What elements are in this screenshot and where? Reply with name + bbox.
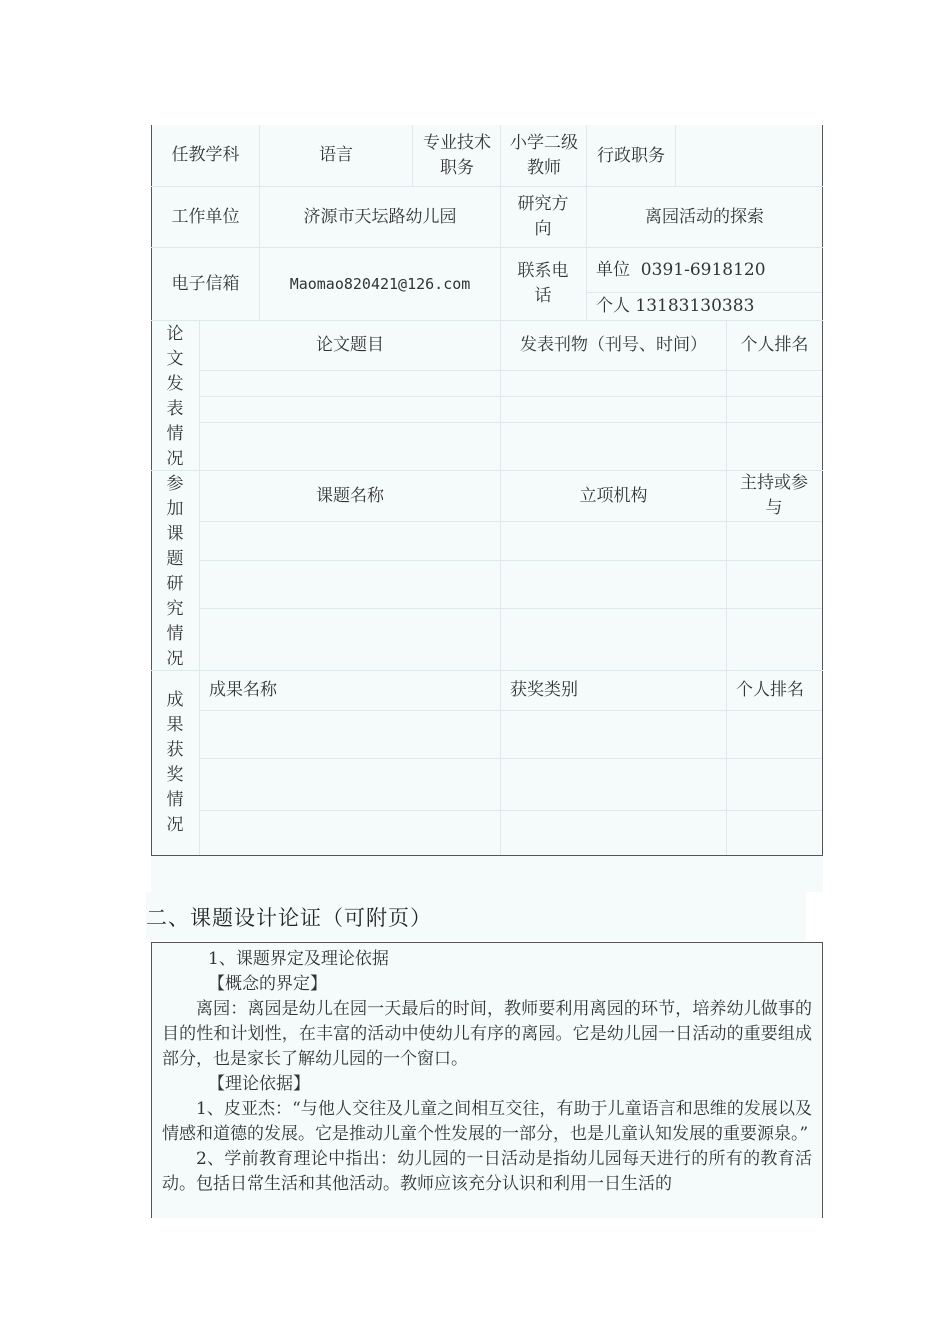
awards-col-name: 成果名称 (209, 680, 277, 700)
divider (199, 422, 822, 423)
admin-label: 行政职务 (597, 145, 665, 166)
direction-label: 研究方向 (517, 194, 569, 239)
projects-col-name: 课题名称 (316, 485, 384, 506)
divider (726, 320, 727, 855)
table-bottom-border (151, 855, 823, 856)
title-value: 小学二级教师 (510, 133, 578, 178)
admin-value (676, 125, 822, 186)
divider (199, 560, 822, 561)
unit-value: 济源市天坛路幼儿园 (303, 206, 457, 227)
projects-side-label (151, 472, 199, 670)
divider (199, 710, 822, 711)
unit-label: 工作单位 (171, 206, 240, 227)
design-argument-box (151, 942, 823, 1218)
heading-definition-basis: 1、课题界定及理论依据 (208, 949, 389, 969)
paragraph-piaget: 1、皮亚杰：“与他人交往及儿童之间相互交往，有助于儿童语言和思维的发展以及情感和道德的发展。它是推动儿童个性发展的一部分，也是儿童认知发展的重要源泉。” (162, 1099, 812, 1144)
phone-unit: 单位 0391-6918120 (596, 259, 766, 280)
papers-side-text: 论文发表情况 (166, 324, 184, 469)
papers-col-journal: 发表刊物（刊号、时间） (520, 335, 707, 355)
paragraph-concept: 离园：离园是幼儿在园一天最后的时间，教师要利用离园的环节，培养幼儿做事的目的性和计划性，在丰富的活动中使幼儿有序的离园。它是幼儿园一日活动的重要组成部分，也是家长了解幼儿园的一个窗口。 (162, 999, 812, 1069)
awards-col-rank: 个人排名 (736, 680, 804, 700)
email-label: 电子信箱 (171, 273, 240, 294)
awards-col-category: 获奖类别 (510, 680, 578, 700)
table-right-border (822, 125, 823, 856)
awards-side-label (151, 688, 199, 855)
divider (199, 608, 822, 609)
divider (199, 396, 822, 397)
divider (199, 758, 822, 759)
papers-side-label (151, 322, 199, 470)
subject-label: 任教学科 (171, 145, 240, 165)
email-value: Maomao820421@126.com (289, 274, 471, 293)
divider (199, 521, 822, 522)
phone-personal: 个人 13183130383 (596, 296, 755, 316)
divider (199, 370, 822, 371)
heading-theory: 【理论依据】 (208, 1074, 310, 1094)
table-footer-band (151, 856, 823, 892)
papers-col-rank: 个人排名 (740, 335, 809, 355)
divider (412, 125, 413, 186)
title-label: 专业技术职务 (423, 133, 491, 178)
divider (199, 320, 200, 855)
paragraph-preschool-theory: 2、学前教育理论中指出：幼儿园的一日活动是指幼儿园每天进行的所有的教育活动。包括日常生活和其他活动。教师应该充分认识和利用一日生活的 (162, 1149, 812, 1194)
subject-value: 语言 (319, 145, 353, 165)
heading-concept: 【概念的界定】 (208, 974, 327, 994)
section-title: 二、课题设计论证（可附页） (146, 906, 432, 930)
projects-side-text: 参加课题研究情况 (166, 474, 184, 669)
divider (199, 810, 822, 811)
divider (500, 125, 501, 320)
papers-col-title: 论文题目 (316, 335, 384, 355)
projects-col-role: 主持或参与 (740, 473, 808, 518)
phone-label: 联系电话 (517, 261, 569, 306)
awards-side-text: 成果获奖情况 (166, 690, 184, 835)
divider (500, 320, 501, 855)
direction-value: 离园活动的探索 (645, 206, 764, 227)
projects-col-org: 立项机构 (579, 485, 648, 506)
